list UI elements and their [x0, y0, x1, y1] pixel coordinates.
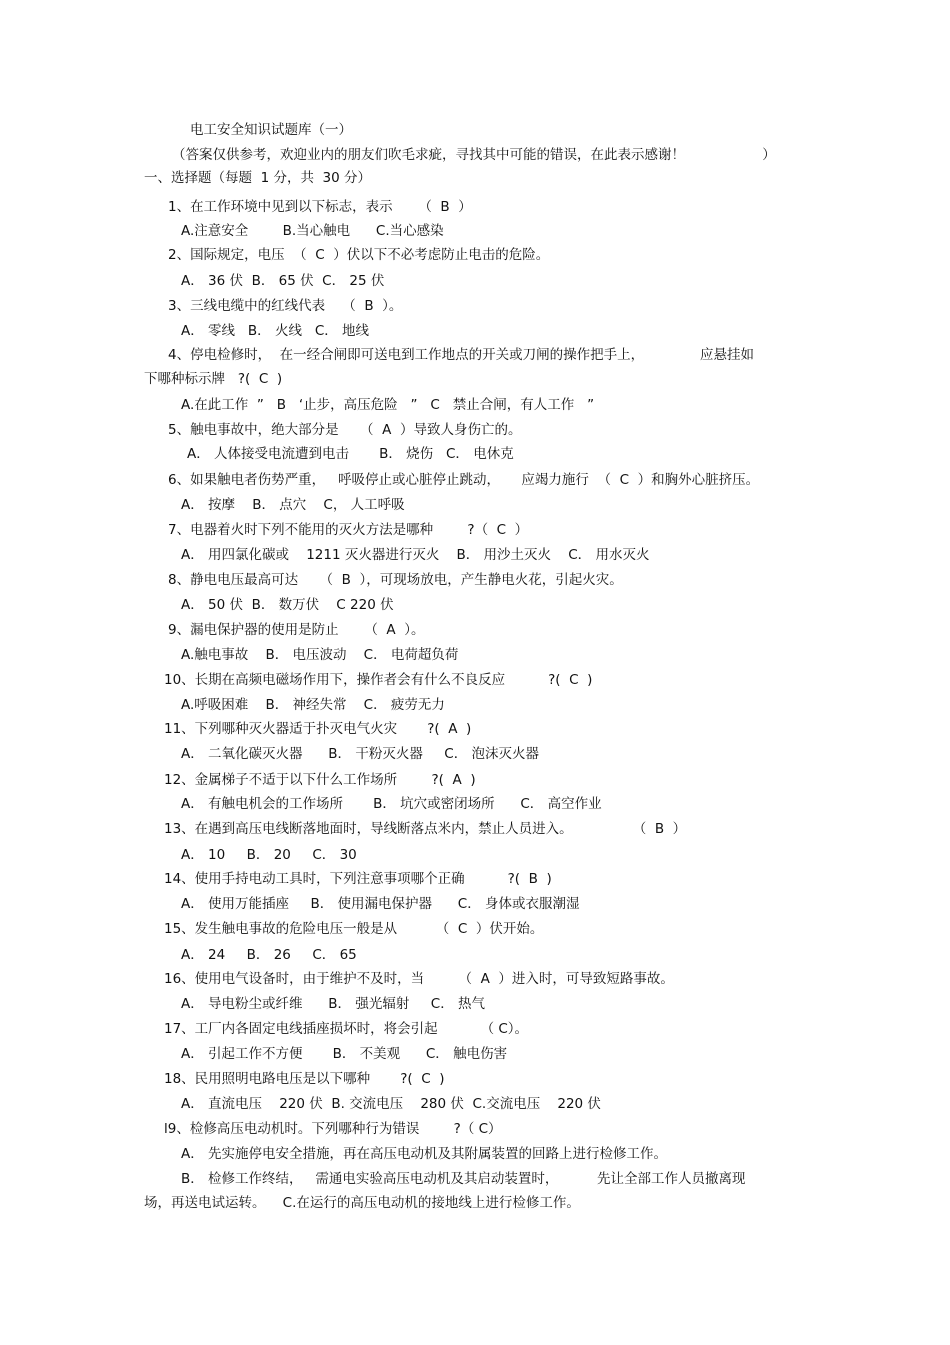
answer-option-a: A． 先实施停电安全措施，再在高压电动机及其附属装置的回路上进行检修工作。 — [181, 1146, 668, 1162]
answer-options: A． 24 B． 26 C． 65 — [181, 947, 357, 963]
answer-options: A． 二氧化碳灭火器 B． 干粉灭火器 C． 泡沫灭火器 — [181, 746, 539, 762]
question-3: 3、三线电缆中的红线代表 （ B ）。 — [168, 298, 403, 314]
question-19: l9、检修高压电动机时。下列哪种行为错误 ?（ C） — [164, 1121, 502, 1137]
answer-options: A． 直流电压 220 伏 B. 交流电压 280 伏 C.交流电压 220 伏 — [181, 1096, 601, 1112]
question-9: 9、漏电保护器的使用是防止 （ A ）。 — [168, 622, 425, 638]
question-17: 17、工厂内各固定电线插座损坏时，将会引起 （ C）。 — [164, 1021, 529, 1037]
doc-title: 电工安全知识试题库（一） — [190, 122, 352, 138]
question-13: 13、在遇到高压电线断落地面时，导线断落点米内，禁止人员进入。 （ B ） — [164, 821, 687, 837]
section-heading: 一、选择题（每题 1 分，共 30 分） — [144, 170, 372, 186]
answer-options: A． 36 伏 B． 65 伏 C． 25 伏 — [181, 273, 385, 289]
question-8: 8、静电电压最高可达 （ B ），可现场放电，产生静电火花，引起火灾。 — [168, 572, 623, 588]
answer-options: A． 使用万能插座 B． 使用漏电保护器 C． 身体或衣服潮湿 — [181, 896, 580, 912]
answer-options: A.触电事故 B． 电压波动 C． 电荷超负荷 — [181, 647, 459, 663]
answer-option-b-cont: 场，再送电试运转。 C.在运行的高压电动机的接地线上进行检修工作。 — [144, 1195, 580, 1211]
answer-options: A． 人体接受电流遭到电击 B． 烧伤 C． 电休克 — [187, 446, 514, 462]
question-11: 11、下列哪种灭火器适于扑灭电气火灾 ?( A ) — [164, 721, 472, 737]
answer-options: A.在此工作 ” B ‘止步，高压危险 ” C 禁止合闸，有人工作 ” — [181, 397, 595, 413]
question-14: 14、使用手持电动工具时，下列注意事项哪个正确 ?( B ) — [164, 871, 552, 887]
answer-options: A． 零线 B． 火线 C． 地线 — [181, 323, 370, 339]
answer-options: A． 引起工作不方便 B． 不美观 C． 触电伤害 — [181, 1046, 508, 1062]
question-6: 6、如果触电者伤势严重， 呼吸停止或心脏停止跳动， 应竭力施行 （ C ）和胸外心脏挤压。 — [168, 472, 760, 488]
answer-option-b: B． 检修工作终结， 需通电实验高压电动机及其启动装置时， 先让全部工作人员撤离现 — [181, 1171, 746, 1187]
question-18: 18、民用照明电路电压是以下哪种 ?( C ) — [164, 1071, 445, 1087]
answer-options: A． 按摩 B． 点穴 C， 人工呼吸 — [181, 497, 405, 513]
question-5: 5、触电事故中，绝大部分是 （ A ）导致人身伤亡的。 — [168, 422, 522, 438]
answer-options: A． 有触电机会的工作场所 B． 坑穴或密闭场所 C． 高空作业 — [181, 796, 602, 812]
answer-options: A． 用四氯化碳或 1211 灭火器进行灭火 B． 用沙土灭火 C． 用水灭火 — [181, 547, 650, 563]
question-12: 12、金属梯子不适于以下什么工作场所 ?( A ) — [164, 772, 476, 788]
question-2: 2、国际规定，电压 （ C ）伏以下不必考虑防止电击的危险。 — [168, 247, 550, 263]
question-15: 15、发生触电事故的危险电压一般是从 （ C ）伏开始。 — [164, 921, 544, 937]
answer-options: A.注意安全 B.当心触电 C.当心感染 — [181, 223, 444, 239]
question-4: 4、停电检修时， 在一经合闸即可送电到工作地点的开关或刀闸的操作把手上， 应悬挂如 — [168, 347, 754, 363]
answer-options: A． 10 B． 20 C． 30 — [181, 847, 357, 863]
question-10: 10、长期在高频电磁场作用下，操作者会有什么不良反应 ?( C ) — [164, 672, 593, 688]
question-7: 7、电器着火时下列不能用的灭火方法是哪种 ?（ C ） — [168, 522, 529, 538]
question-16: 16、使用电气设备时，由于维护不及时，当 （ A ）进入时，可导致短路事故。 — [164, 971, 674, 987]
answer-options: A． 导电粉尘或纤维 B． 强光辐射 C． 热气 — [181, 996, 485, 1012]
answer-options: A.呼吸困难 B． 神经失常 C． 疲劳无力 — [181, 697, 445, 713]
doc-note: （答案仅供参考，欢迎业内的朋友们吹毛求疵，寻找其中可能的错误，在此表示感谢！ ） — [172, 147, 776, 163]
answer-options: A． 50 伏 B． 数万伏 C 220 伏 — [181, 597, 394, 613]
question-4-cont: 下哪种标示牌 ?( C ) — [144, 371, 283, 387]
question-1: 1、在工作环境中见到以下标志，表示 （ B ） — [168, 199, 472, 215]
